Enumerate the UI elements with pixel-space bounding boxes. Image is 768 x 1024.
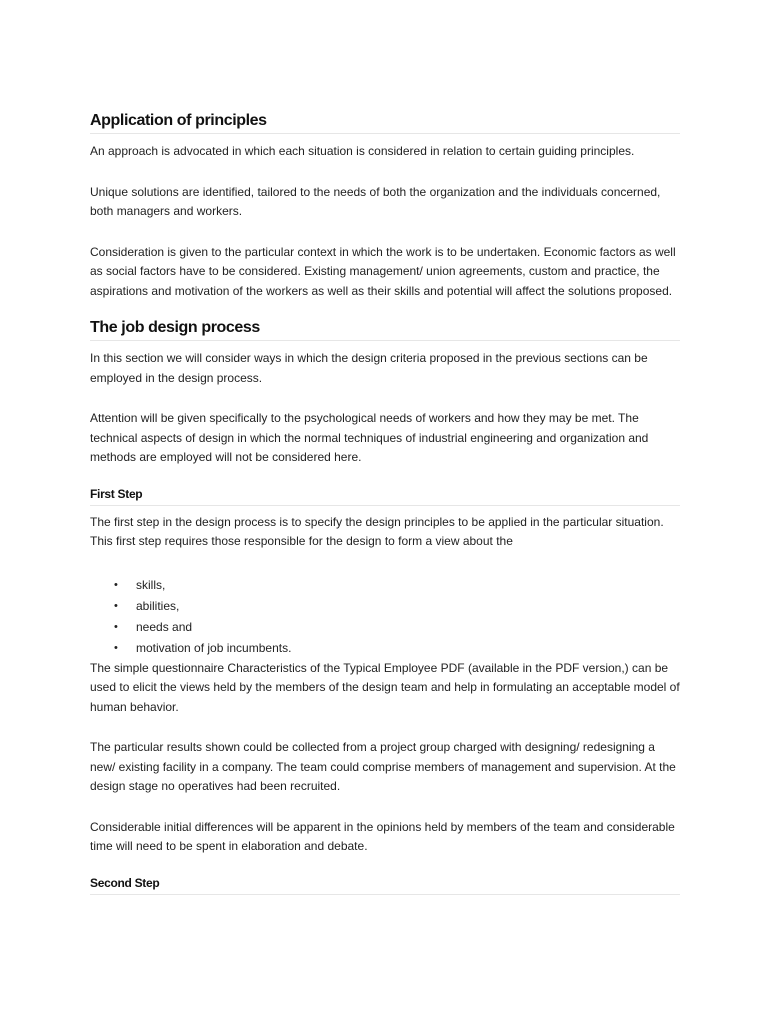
bullet-list [90,575,680,660]
list-item: • motivation of job incumbents. [114,638,680,659]
paragraph: Attention will be given specifically to the psychological needs of workers and how they may be met. The technical aspects of design in which the normal techniques of industrial engineering and organization and methods are employed will not be considered here. [90,411,649,464]
paragraph: An approach is advocated in which each situation is considered in relation to certain guiding principles. [90,144,635,158]
paragraph: Considerable initial differences will be apparent in the opinions held by members of the team and considerable time will need to be spent in elaboration and debate. [90,819,675,854]
section-heading-application: Application of principles [90,112,680,134]
list-item: • abilities, [114,596,680,617]
paragraph: Consideration is given to the particular context in which the work is to be undertaken. Economic factors as well as social factors have to be considered. Existing management/ union agreements, custom and practice, the aspirations and motivation of the workers as well as their skills and potential will affect the solutions proposed. [90,244,676,298]
section-heading-job-design-process: The job design process [90,319,680,341]
paragraph: The simple questionnaire Characteristics of the Typical Employee PDF (available in the PDF version,) can be used to elicit the views held by the members of the design team and help in formulating an acceptable model of human behavior. [90,660,680,714]
list-item: • needs and [114,617,680,638]
list-item: • skills, [114,575,680,596]
document-page [90,112,680,902]
paragraph: Unique solutions are identified, tailored to the needs of both the organization and the individuals concerned, both managers and workers. [90,184,661,218]
paragraph: The first step in the design process is to specify the design principles to be applied in the particular situation. This first step requires those responsible for the design to form a view about the [90,514,664,548]
subheading-second-step: Second Step [90,876,680,895]
subheading-first-step: First Step [90,487,680,506]
paragraph: The particular results shown could be collected from a project group charged with designing/ redesigning a new/ existing facility in a company. The team could comprise members of management and supervision. At the design stage no operatives had been recruited. [90,740,676,794]
paragraph: In this section we will consider ways in which the design criteria proposed in the previous sections can be employed in the design process. [90,351,648,385]
